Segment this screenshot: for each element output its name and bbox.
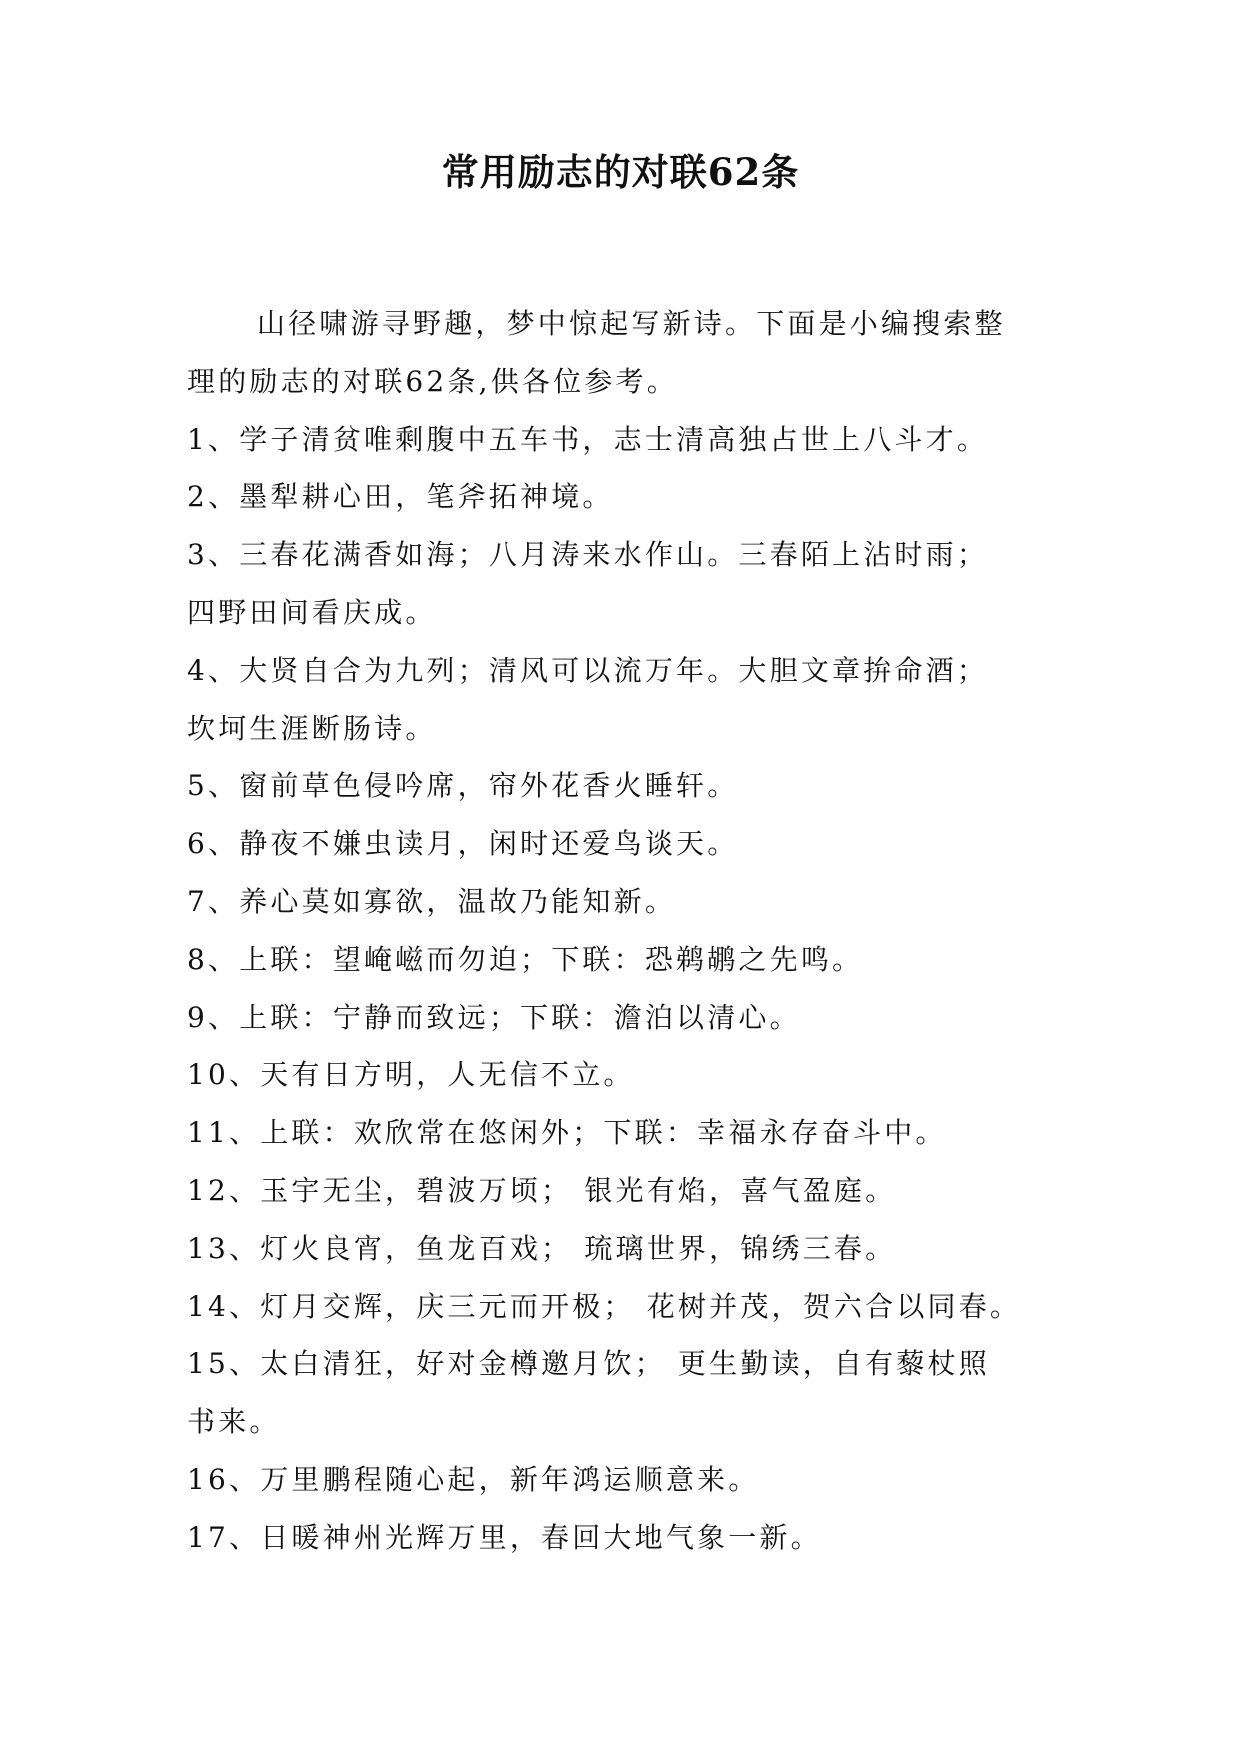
couplet-item	[187, 873, 1087, 931]
couplet-line: 坎坷生涯断肠诗。	[187, 711, 437, 745]
couplet-line: 2、墨犁耕心田，笔斧拓神境。	[187, 480, 614, 514]
couplet-item	[187, 757, 1087, 815]
couplet-item	[187, 468, 1087, 526]
couplet-line: 5、窗前草色侵吟席，帘外花香火睡轩。	[187, 769, 739, 803]
couplet-line: 四野田间看庆成。	[187, 595, 437, 629]
couplet-line: 15、太白清狂，好对金樽邀月饮； 更生勤读，自有藜杖照	[187, 1347, 990, 1381]
couplet-line: 6、静夜不嫌虫读月，闲时还爱鸟谈天。	[187, 827, 739, 861]
intro-line: 理的励志的对联62条,供各位参考。	[187, 364, 678, 398]
couplet-line: 书来。	[187, 1405, 281, 1439]
intro-line: 山径啸游寻野趣，梦中惊起写新诗。下面是小编搜索整	[257, 307, 1006, 340]
couplet-item	[187, 1220, 1087, 1278]
couplet-line: 11、上联：欢欣常在悠闲外；下联：幸福永存奋斗中。	[187, 1116, 947, 1150]
document-body	[187, 295, 1087, 1567]
couplet-item	[187, 1509, 1087, 1567]
couplet-line: 9、上联：宁静而致远；下联：澹泊以清心。	[187, 1000, 801, 1034]
couplet-item	[187, 989, 1087, 1047]
page-title: 常用励志的对联62条	[441, 150, 800, 194]
couplet-line: 16、万里鹏程随心起，新年鸿运顺意来。	[187, 1462, 760, 1496]
couplet-line: 17、日暖神州光辉万里，春回大地气象一新。	[187, 1520, 822, 1554]
couplet-line: 1、学子清贫唯剩腹中五车书，志士清高独占世上八斗才。	[187, 422, 989, 456]
couplet-line: 4、大贤自合为九列；清风可以流万年。大胆文章拚命酒；	[187, 653, 989, 687]
couplet-item	[187, 1278, 1087, 1336]
couplet-line: 12、玉宇无尘，碧波万顷； 银光有焰，喜气盈庭。	[187, 1173, 897, 1207]
couplet-item	[187, 1046, 1087, 1104]
couplet-item	[187, 1104, 1087, 1162]
couplet-item	[187, 526, 1087, 642]
couplet-item	[187, 1335, 1087, 1451]
couplet-line: 8、上联：望崦嵫而勿迫；下联：恐鹈鹕之先鸣。	[187, 942, 864, 976]
couplet-line: 13、灯火良宵，鱼龙百戏； 琉璃世界，锦绣三春。	[187, 1231, 897, 1265]
couplet-line: 7、养心莫如寡欲，温故乃能知新。	[187, 884, 677, 918]
intro-paragraph	[187, 295, 1087, 411]
couplet-line: 14、灯月交辉，庆三元而开极； 花树并茂，贺六合以同春。	[187, 1289, 1022, 1323]
couplet-item	[187, 815, 1087, 873]
couplet-item	[187, 931, 1087, 989]
couplet-item	[187, 411, 1087, 469]
couplet-item	[187, 1451, 1087, 1509]
couplet-item	[187, 1162, 1087, 1220]
couplet-line: 3、三春花满香如海；八月涛来水作山。三春陌上沾时雨；	[187, 538, 989, 572]
couplet-line: 10、天有日方明，人无信不立。	[187, 1058, 635, 1092]
couplet-item	[187, 642, 1087, 758]
